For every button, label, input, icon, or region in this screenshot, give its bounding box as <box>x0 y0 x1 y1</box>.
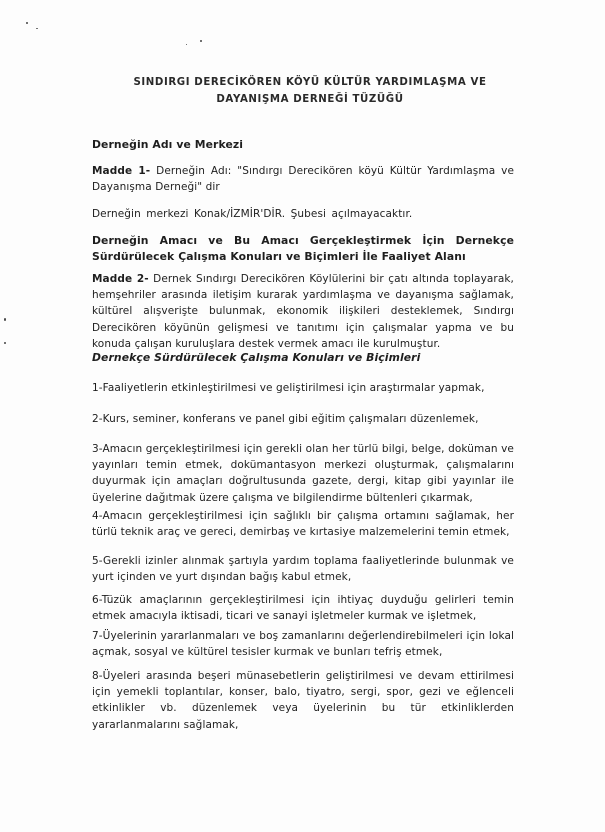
scan-speck <box>26 22 28 24</box>
headquarters-text: Derneğin merkezi Konak/İZMİR'DİR. Şubesi açılmayacaktır. <box>92 208 413 220</box>
list-item: 5-Gerekli izinler alınmak şartıyla yardım toplama faaliyetlerinde bulunmak ve yurt içinden ve yurt dışından bağış kabul etmek, <box>92 555 514 584</box>
article-1-label: Madde 1- <box>92 165 151 177</box>
scan-speck <box>4 342 6 344</box>
document-title-line2: DAYANIŞMA DERNEĞİ TÜZÜĞÜ <box>216 94 404 105</box>
list-item: 2-Kurs, seminer, konferans ve panel gibi eğitim çalışmaları düzenlemek, <box>92 413 479 425</box>
list-item: 1-Faaliyetlerin etkinleştirilmesi ve geliştirilmesi için araştırmalar yapmak, <box>92 382 485 394</box>
scan-speck <box>186 44 187 45</box>
list-item: 4-Amacın gerçekleştirilmesi için sağlıklı bir çalışma ortamını sağlamak, her türlü teknik araç ve gereci, demirbaş ve kırtasiye malzemelerini temin etmek, <box>92 510 514 539</box>
section-heading-activities: Dernekçe Sürdürülecek Çalışma Konuları ve Biçimleri <box>92 351 421 364</box>
list-item: 6-Tüzük amaçlarının gerçekleştirilmesi için ihtiyaç duyduğu gelirleri temin etmek amacıyla iktisadi, ticari ve sanayi işletmeler kurmak ve işletmek, <box>92 594 514 623</box>
scan-speck <box>200 40 202 42</box>
list-item: 7-Üyelerinin yararlanmaları ve boş zamanlarını değerlendirebilmeleri için lokal açmak, sosyal ve kültürel tesisler kurmak ve bunları tefriş etmek, <box>92 630 514 659</box>
scan-speck <box>4 318 6 321</box>
list-item: 3-Amacın gerçekleştirilmesi için gerekli olan her türlü bilgi, belge, doküman ve yayınları temin etmek, dokümantasyon merkezi oluşturmak, çalışmalarını duyurmak için amaçları doğrultusunda gazete, dergi, kitap gibi yayınlar ile üyelerine dağıtmak üzere çalışma ve bilgilendirme bültenleri çıkarmak, <box>92 443 514 504</box>
article-2 <box>92 271 514 352</box>
list-item: 8-Üyeleri arasında beşeri münasebetlerin geliştirilmesi ve devam ettirilmesi için yemekli toplantılar, konser, balo, tiyatro, sergi, spor, gezi ve eğlenceli etkinlikler vb. düzenlemek veya üyelerinin bu tür etkinliklerden yararlanmalarını sağlamak, <box>92 670 514 731</box>
section-heading-purpose: Derneğin Amacı ve Bu Amacı Gerçekleştirmek İçin Dernekçe Sürdürülecek Çalışma Konuları ve Biçimleri İle Faaliyet Alanı <box>92 234 514 264</box>
section-heading-name-address: Derneğin Adı ve Merkezi <box>92 138 244 151</box>
article-2-label: Madde 2- <box>92 273 149 285</box>
article-2-text: Dernek Sındırgı Derecikören Köylülerini bir çatı altında toplayarak, hemşehriler arasında iletişim kurarak yardımlaşma ve dayanışma sağlamak, kültürel alışverişte bulunmak, ekonomik ilişkileri desteklemek, Sındırgı Derecikören köyünün gelişmesi ve tanıtımı için çalışmalar yapma ve bu konuda çalışan kuruluşlara destek vermek amacı ile kurulmuştur. <box>92 273 514 350</box>
document-title-line1: SINDIRGI DERECİKÖREN KÖYÜ KÜLTÜR YARDIMLAŞMA VE <box>133 77 487 88</box>
article-1 <box>92 163 514 195</box>
scan-speck <box>36 28 38 29</box>
article-1-text: Derneğin Adı: "Sındırgı Derecikören köyü Kültür Yardımlaşma ve Dayanışma Derneği" dir <box>92 165 514 194</box>
